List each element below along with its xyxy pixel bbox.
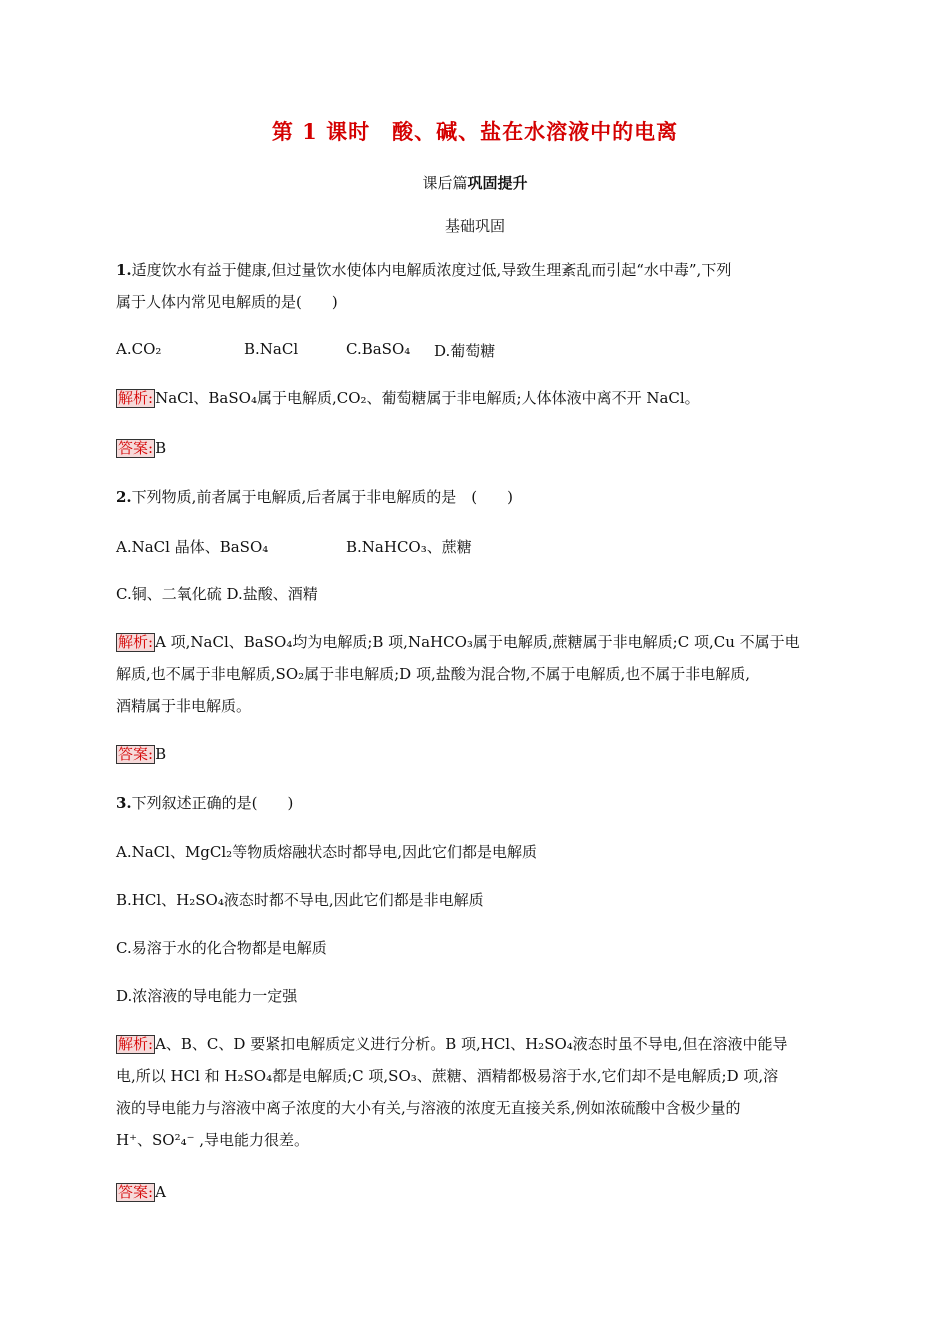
q2-number: 2.	[116, 488, 132, 506]
q1-number: 1.	[116, 261, 132, 279]
q3-number: 3.	[116, 794, 132, 812]
analysis-tag: 解析:	[118, 1035, 154, 1053]
q2-analysis-line-2: 解质,也不属于非电解质,SO₂属于非电解质;D 项,盐酸为混合物,不属于电解质,也不属于非电解质,	[116, 665, 751, 683]
q2-analysis-line-3: 酒精属于非电解质。	[116, 697, 252, 715]
subtitle-bold: 巩固提升	[467, 174, 528, 192]
q2-option-a: A.NaCl 晶体、BaSO₄	[116, 538, 269, 556]
q3-analysis-line-1: 解析: A、B、C、D 要紧扣电解质定义进行分析。B 项,HCl、H₂SO₄液态时虽不导电,但在溶液中能导	[118, 1035, 788, 1053]
q1-answer: 答案: B	[118, 439, 167, 457]
q1-analysis: 解析: NaCl、BaSO₄属于电解质,CO₂、葡萄糖属于非电解质;人体体液中离不开 NaCl。	[118, 389, 700, 407]
q3-option-c: C.易溶于水的化合物都是电解质	[116, 939, 327, 957]
q2-options-cd	[116, 584, 836, 604]
q3-stem: 3.下列叙述正确的是( )	[116, 794, 294, 812]
q3-answer: 答案: A	[118, 1183, 166, 1201]
q1-option-c: C.BaSO₄	[346, 340, 411, 358]
q3-analysis-line-3: 液的导电能力与溶液中离子浓度的大小有关,与溶液的浓度无直接关系,例如浓硫酸中含极少量的	[116, 1099, 741, 1117]
answer-tag: 答案:	[118, 1183, 154, 1201]
q1-option-b: B.NaCl	[244, 340, 299, 358]
q3-option-a: A.NaCl、MgCl₂等物质熔融状态时都导电,因此它们都是电解质	[116, 843, 537, 861]
q2-option-c: C.铜、二氧化硫	[116, 585, 222, 603]
analysis-tag: 解析:	[118, 389, 154, 407]
q3-option-b: B.HCl、H₂SO₄液态时都不导电,因此它们都是非电解质	[116, 891, 484, 909]
q1-option-d: D.葡萄糖	[434, 342, 496, 360]
analysis-tag: 解析:	[118, 633, 154, 651]
q1-option-a: A.CO₂	[116, 340, 162, 358]
q2-answer: 答案: B	[118, 745, 167, 763]
q2-option-b: B.NaHCO₃、蔗糖	[346, 538, 472, 556]
q1-stem-line-1: 1.适度饮水有益于健康,但过量饮水使体内电解质浓度过低,导致生理紊乱而引起“水中毒”,下列	[116, 261, 732, 279]
q3-option-d: D.浓溶液的导电能力一定强	[116, 987, 298, 1005]
section-heading: 基础巩固	[444, 217, 505, 235]
q2-stem: 2.下列物质,前者属于电解质,后者属于非电解质的是 ( )	[116, 488, 513, 506]
answer-tag: 答案:	[118, 745, 154, 763]
q1-stem-line-2: 属于人体内常见电解质的是( )	[116, 293, 338, 311]
lesson-title: 第 1 课时 酸、碱、盐在水溶液中的电离	[271, 119, 679, 144]
subtitle	[0, 172, 950, 193]
q2-analysis-line-1: 解析: A 项,NaCl、BaSO₄均为电解质;B 项,NaHCO₃属于电解质,蔗糖属于非电解质;C 项,Cu 不属于电	[118, 633, 800, 651]
q3-analysis-line-2: 电,所以 HCl 和 H₂SO₄都是电解质;C 项,SO₃、蔗糖、酒精都极易溶于水,它们却不是电解质;D 项,溶	[116, 1067, 779, 1085]
q2-option-d: D.盐酸、酒精	[226, 585, 318, 603]
answer-tag: 答案:	[118, 439, 154, 457]
q3-analysis-line-4: H⁺、SO²₄⁻ ,导电能力很差。	[116, 1131, 310, 1149]
subtitle-prefix: 课后篇	[422, 174, 468, 192]
